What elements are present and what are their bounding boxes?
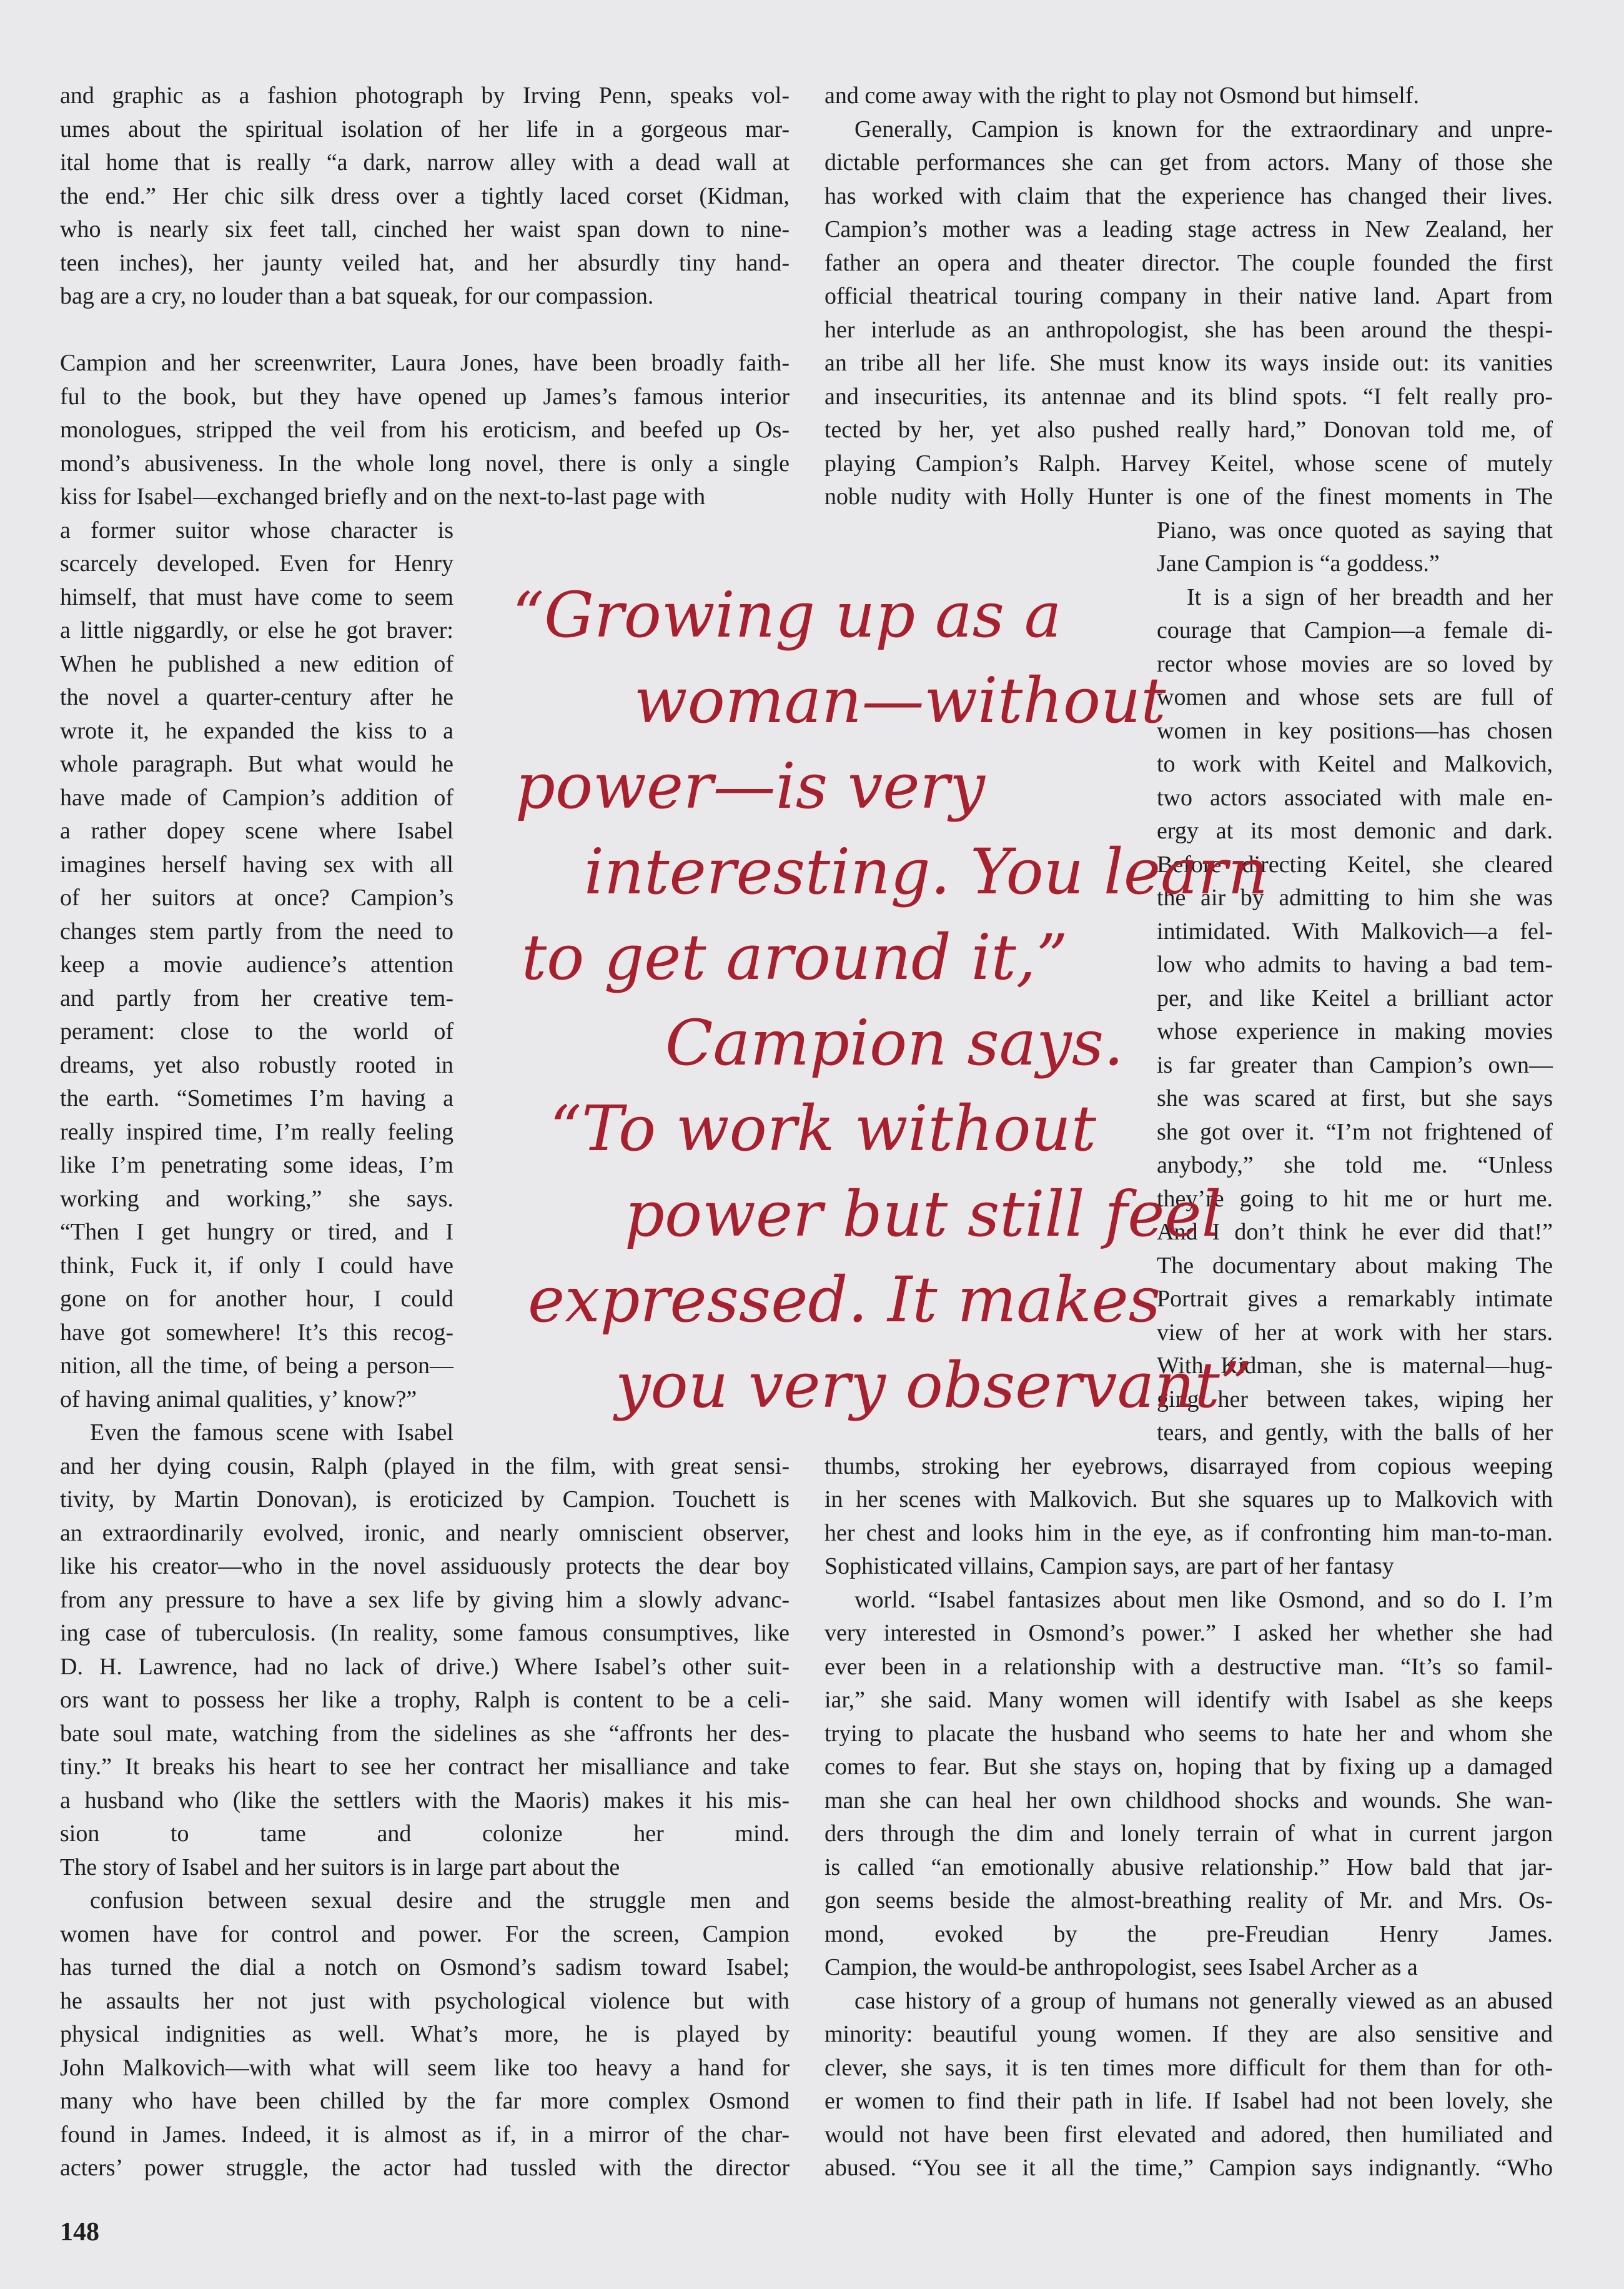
text-line: she got over it. “I’m not frightened of: [1157, 1118, 1553, 1145]
text-line: an extraordinarily evolved, ironic, and nearly omniscient observer,: [60, 1519, 790, 1546]
text-line: father an opera and theater director. The couple founded the first: [824, 249, 1553, 276]
text-line: has worked with claim that the experience has changed their lives.: [824, 182, 1553, 209]
text-line: has turned the dial a notch on Osmond’s sadism toward Isabel;: [60, 1954, 790, 1980]
pull-quote-line: expressed. It makes: [528, 1263, 1161, 1336]
text-line: like I’m penetrating some ideas, I’m: [60, 1152, 453, 1178]
text-line: very interested in Osmond’s power.” I asked her whether she had: [824, 1620, 1553, 1646]
text-line: gone on for another hour, I could: [60, 1286, 453, 1312]
text-line: they’re going to hit me or hurt me.: [1157, 1185, 1553, 1212]
text-line: to work with Keitel and Malkovich,: [1157, 751, 1553, 777]
text-line: Campion’s mother was a leading stage actress in New Zealand, her: [824, 216, 1553, 242]
pull-quote-line: interesting. You learn: [584, 835, 1268, 908]
pull-quote-line: to get around it,”: [522, 921, 1068, 994]
text-line: physical indignities as well. What’s more, he is played by: [60, 2021, 790, 2047]
text-line: mond’s abusiveness. In the whole long novel, there is only a single: [60, 450, 790, 477]
text-line: rector whose movies are so loved by: [1157, 650, 1553, 677]
text-line: have got somewhere! It’s this recog-: [60, 1319, 453, 1346]
text-line: dreams, yet also robustly rooted in: [60, 1051, 453, 1078]
text-line: confusion between sexual desire and the struggle men and: [90, 1887, 790, 1914]
text-line: clever, she says, it is ten times more difficult for them than for oth-: [824, 2054, 1553, 2081]
text-line: women in key positions—has chosen: [1157, 717, 1553, 744]
text-line: tiny.” It breaks his heart to see her contract her misalliance and take: [60, 1754, 790, 1780]
text-line: ital home that is really “a dark, narrow alley with a dead wall at: [60, 149, 790, 176]
text-line: she was scared at first, but she says: [1157, 1085, 1553, 1111]
text-line: view of her at work with her stars.: [1157, 1319, 1553, 1346]
text-line: found in James. Indeed, it is almost as if, in a mirror of the char-: [60, 2121, 790, 2148]
text-line: himself, that must have come to seem: [60, 583, 453, 610]
text-line: trying to placate the husband who seems to hate her and whom she: [824, 1720, 1553, 1747]
text-line: imagines herself having sex with all: [60, 851, 453, 878]
pull-quote-line: “To work without: [550, 1092, 1096, 1165]
text-line: bate soul mate, watching from the sidelines as she “affronts her des-: [60, 1720, 790, 1747]
text-line: from any pressure to have a sex life by giving him a slowly advanc-: [60, 1586, 790, 1613]
text-line: Before directing Keitel, she cleared: [1157, 851, 1553, 878]
text-line: perament: close to the world of: [60, 1018, 453, 1045]
text-line: abused. “You see it all the time,” Campion says indignantly. “Who: [824, 2155, 1553, 2181]
pull-quote-line: Campion says.: [665, 1006, 1124, 1080]
text-line: women have for control and power. For the screen, Campion: [60, 1920, 790, 1947]
text-line: wrote it, he expanded the kiss to a: [60, 717, 453, 744]
text-line: case history of a group of humans not generally viewed as an abused: [854, 1987, 1553, 2014]
text-line: and graphic as a fashion photograph by Irving Penn, speaks vol-: [60, 82, 790, 109]
text-line: official theatrical touring company in their native land. Apart from: [824, 283, 1553, 309]
text-line: the earth. “Sometimes I’m having a: [60, 1085, 453, 1111]
text-line: whole paragraph. But what would he: [60, 751, 453, 777]
text-line: Sophisticated villains, Campion says, are part of her fantasy: [824, 1553, 1394, 1579]
text-line: ging her between takes, wiping her: [1157, 1386, 1553, 1413]
text-line: ergy at its most demonic and dark.: [1157, 818, 1553, 844]
text-line: think, Fuck it, if only I could have: [60, 1252, 453, 1279]
text-line: world. “Isabel fantasizes about men like Osmond, and so do I. I’m: [854, 1586, 1553, 1613]
text-line: playing Campion’s Ralph. Harvey Keitel, whose scene of mutely: [824, 450, 1553, 477]
text-line: low who admits to having a bad tem-: [1157, 951, 1553, 978]
pull-quote-line: “Growing up as a: [512, 578, 1062, 652]
text-line: her chest and looks him in the eye, as if confronting him man-to-man.: [824, 1519, 1553, 1546]
pull-quote-line: power but still feel: [625, 1178, 1222, 1251]
text-line: women and whose sets are full of: [1157, 684, 1553, 710]
text-line: intimidated. With Malkovich—a fel-: [1157, 918, 1553, 945]
text-line: is called “an emotionally abusive relationship.” How bald that jar-: [824, 1854, 1553, 1880]
text-line: an tribe all her life. She must know its ways inside out: its vanities: [824, 350, 1553, 376]
text-line: changes stem partly from the need to: [60, 918, 453, 945]
text-line: Even the famous scene with Isabel: [90, 1419, 453, 1446]
text-line: Jane Campion is “a goddess.”: [1157, 550, 1440, 577]
text-line: keep a movie audience’s attention: [60, 951, 453, 978]
text-line: nition, all the time, of being a person—: [60, 1353, 453, 1379]
text-line: per, and like Keitel a brilliant actor: [1157, 985, 1553, 1011]
text-line: er women to find their path in life. If Isabel had not been lovely, she: [824, 2088, 1553, 2114]
text-line: the air by admitting to him she was: [1157, 885, 1553, 911]
text-line: scarcely developed. Even for Henry: [60, 550, 453, 577]
text-line: Campion and her screenwriter, Laura Jones, have been broadly faith-: [60, 350, 790, 376]
text-line: noble nudity with Holly Hunter is one of the finest moments in The: [824, 484, 1553, 510]
text-line: thumbs, stroking her eyebrows, disarrayed from copious weeping: [824, 1452, 1553, 1479]
text-line: really inspired time, I’m really feeling: [60, 1118, 453, 1145]
text-line: anybody,” she told me. “Unless: [1157, 1152, 1553, 1178]
text-line: like his creator—who in the novel assiduously protects the dear boy: [60, 1553, 790, 1579]
text-line: a husband who (like the settlers with the Maoris) makes it his mis-: [60, 1787, 790, 1814]
text-line: The documentary about making The: [1157, 1252, 1553, 1279]
pull-quote-line: woman—without: [634, 664, 1166, 737]
text-line: ful to the book, but they have opened up James’s famous interior: [60, 383, 790, 410]
text-line: Portrait gives a remarkably intimate: [1157, 1286, 1553, 1312]
text-line: ing case of tuberculosis. (In reality, some famous consumptives, like: [60, 1620, 790, 1646]
text-line: ever been in a relationship with a destructive man. “It’s so famil-: [824, 1653, 1553, 1680]
text-line: many who have been chilled by the far more complex Osmond: [60, 2088, 790, 2114]
text-line: mond, evoked by the pre-Freudian Henry James.: [824, 1920, 1553, 1947]
text-line: and insecurities, its antennae and its blind spots. “I felt really pro-: [824, 383, 1553, 410]
text-line: John Malkovich—with what will seem like too heavy a hand for: [60, 2054, 790, 2081]
text-line: tivity, by Martin Donovan), is eroticized by Campion. Touchett is: [60, 1486, 790, 1512]
text-line: of having animal qualities, y’ know?”: [60, 1386, 417, 1413]
text-line: iar,” she said. Many women will identify with Isabel as she keeps: [824, 1687, 1553, 1713]
text-line: comes to fear. But she stays on, hoping that by fixing up a damaged: [824, 1754, 1553, 1780]
text-line: tected by her, yet also pushed really hard,” Donovan told me, of: [824, 417, 1553, 443]
text-line: who is nearly six feet tall, cinched her waist span down to nine-: [60, 216, 790, 242]
text-line: The story of Isabel and her suitors is in large part about the: [60, 1854, 620, 1880]
text-line: courage that Campion—a female di-: [1157, 617, 1553, 643]
text-line: have made of Campion’s addition of: [60, 784, 453, 811]
text-line: would not have been first elevated and adored, then humiliated and: [824, 2121, 1553, 2148]
text-line: a rather dopey scene where Isabel: [60, 818, 453, 844]
text-line: acters’ power struggle, the actor had tussled with the director: [60, 2155, 790, 2181]
text-line: a little niggardly, or else he got braver:: [60, 617, 453, 643]
text-line: the novel a quarter-century after he: [60, 684, 453, 710]
text-line: whose experience in making movies: [1157, 1018, 1553, 1045]
text-line: dictable performances she can get from actors. Many of those she: [824, 149, 1553, 176]
text-line: in her scenes with Malkovich. But she squares up to Malkovich with: [824, 1486, 1553, 1512]
text-line: two actors associated with male en-: [1157, 784, 1553, 811]
text-line: a former suitor whose character is: [60, 517, 453, 544]
text-line: man she can heal her own childhood shocks and wounds. She wan-: [824, 1787, 1553, 1814]
text-line: umes about the spiritual isolation of her life in a gorgeous mar-: [60, 116, 790, 142]
text-line: gon seems beside the almost-breathing reality of Mr. and Mrs. Os-: [824, 1887, 1553, 1914]
text-line: minority: beautiful young women. If they are also sensitive and: [824, 2021, 1553, 2047]
text-line: When he published a new edition of: [60, 650, 453, 677]
text-line: and partly from her creative tem-: [60, 985, 453, 1011]
text-line: And I don’t think he ever did that!”: [1157, 1219, 1553, 1245]
text-line: Piano, was once quoted as saying that: [1157, 517, 1553, 544]
text-line: Campion, the would-be anthropologist, sees Isabel Archer as a: [824, 1954, 1418, 1980]
pull-quote-line: you very observant”: [615, 1349, 1252, 1422]
text-line: he assaults her not just with psychological violence but with: [60, 1987, 790, 2014]
text-line: ors want to possess her like a trophy, Ralph is content to be a celi-: [60, 1687, 790, 1713]
pull-quote-line: power—is very: [515, 750, 985, 823]
text-line: teen inches), her jaunty veiled hat, and her absurdly tiny hand-: [60, 249, 790, 276]
text-line: With Kidman, she is maternal—hug-: [1157, 1353, 1553, 1379]
text-line: sion to tame and colonize her mind.: [60, 1820, 790, 1847]
text-line: Generally, Campion is known for the extraordinary and unpre-: [854, 116, 1553, 142]
text-line: tears, and gently, with the balls of her: [1157, 1419, 1553, 1446]
text-line: bag are a cry, no louder than a bat squeak, for our compassion.: [60, 283, 654, 309]
text-line: It is a sign of her breadth and her: [1187, 583, 1553, 610]
text-line: the end.” Her chic silk dress over a tightly laced corset (Kidman,: [60, 182, 790, 209]
text-line: monologues, stripped the veil from his eroticism, and beefed up Os-: [60, 417, 790, 443]
text-line: is far greater than Campion’s own—: [1157, 1051, 1553, 1078]
text-line: “Then I get hungry or tired, and I: [60, 1219, 453, 1245]
page-number: 148: [60, 2218, 99, 2247]
text-line: D. H. Lawrence, had no lack of drive.) Where Isabel’s other suit-: [60, 1653, 790, 1680]
text-line: ders through the dim and lonely terrain of what in current jargon: [824, 1820, 1553, 1847]
text-line: her interlude as an anthropologist, she has been around the thespi-: [824, 316, 1553, 343]
text-line: and her dying cousin, Ralph (played in the film, with great sensi-: [60, 1452, 790, 1479]
text-line: of her suitors at once? Campion’s: [60, 885, 453, 911]
text-line: and come away with the right to play not Osmond but himself.: [824, 82, 1419, 109]
text-line: working and working,” she says.: [60, 1185, 453, 1212]
text-line: kiss for Isabel—exchanged briefly and on the next-to-last page with: [60, 484, 706, 510]
